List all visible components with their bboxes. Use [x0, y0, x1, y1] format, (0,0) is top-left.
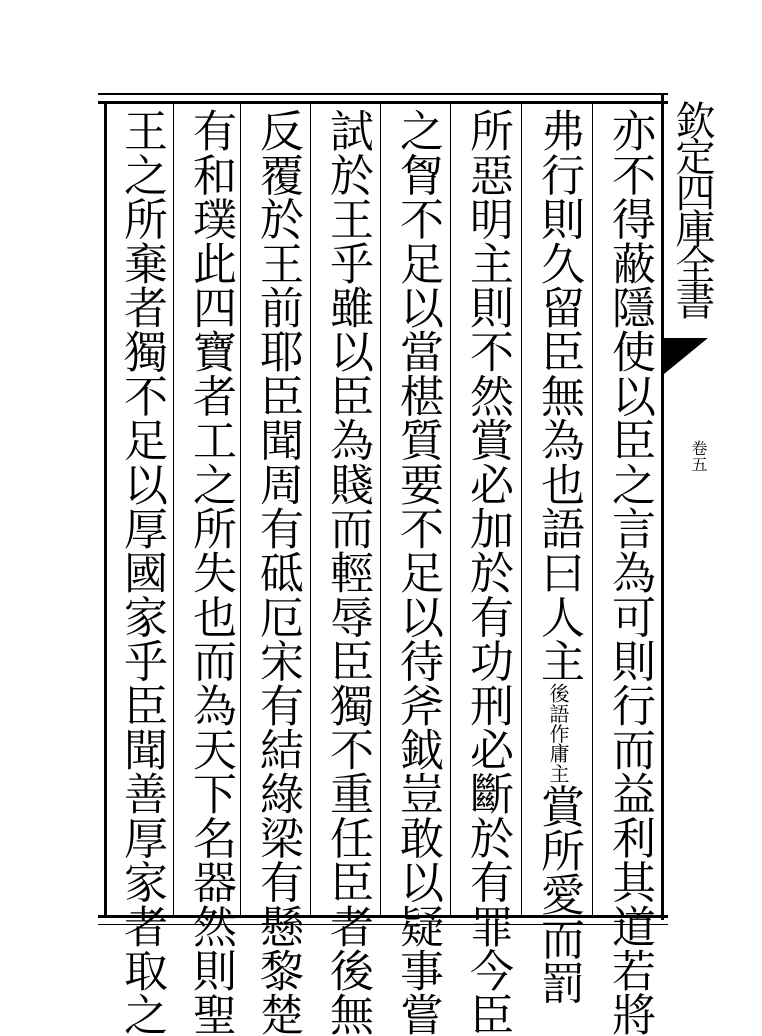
- column-2-text-before-note: 弗行則久留臣無為也語曰人主: [533, 108, 584, 683]
- column-divider: [592, 103, 593, 915]
- text-column-3: 所惡明主則不然賞必加於有功刑必斷於有罪今臣: [462, 108, 513, 1036]
- column-divider: [380, 103, 381, 915]
- column-divider: [310, 103, 311, 915]
- interlinear-note-right: 後語作: [546, 682, 570, 744]
- left-border: [104, 101, 107, 918]
- juan-number: 卷五: [689, 440, 708, 472]
- top-border-thick: [98, 101, 668, 104]
- column-divider: [173, 103, 174, 915]
- text-column-5: 試於王乎雖以臣為賤而輕辱臣獨不重任臣者後無: [322, 108, 373, 1036]
- text-column-7: 有和璞此四寶者工之所失也而為天下名器然則聖: [185, 108, 236, 1036]
- book-title-margin: 欽定四庫全書: [669, 100, 715, 316]
- text-column-4: 之胷不足以當椹質要不足以待斧鉞豈敢以疑事嘗: [392, 108, 443, 1036]
- column-divider: [450, 103, 451, 915]
- column-divider: [521, 103, 522, 915]
- fishtail-mark: [664, 338, 708, 374]
- text-column-6: 反覆於王前耶臣聞周有砥厄宋有結綠梁有懸黎楚: [252, 108, 303, 1036]
- top-border-thin: [98, 93, 668, 95]
- text-column-2: [527, 108, 589, 1005]
- text-column-8: 王之所棄者獨不足以厚國家乎臣聞善厚家者取之: [116, 108, 167, 1036]
- column-2-text-after-note: 賞所愛而罰: [533, 783, 584, 1005]
- interlinear-note-left: 庸主: [546, 743, 570, 784]
- text-column-1: 亦不得蔽隱使以臣之言為可則行而益利其道若將: [604, 108, 655, 1036]
